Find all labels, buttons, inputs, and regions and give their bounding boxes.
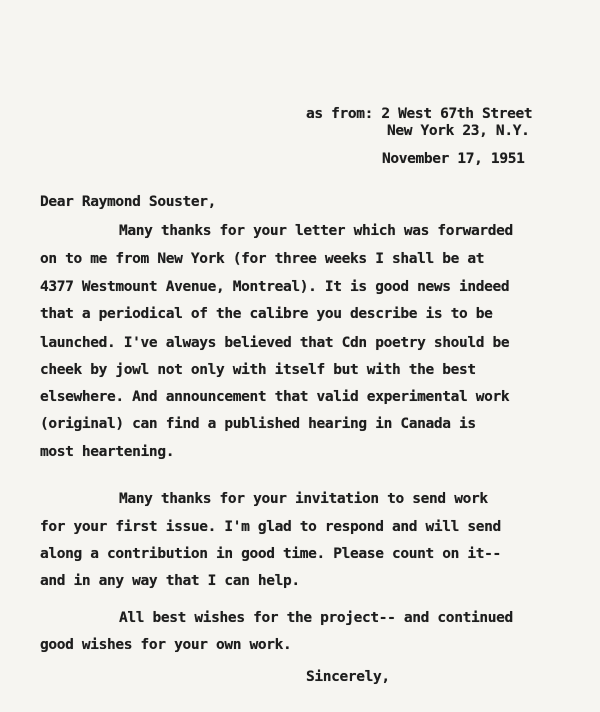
body-paragraph-1-line: elsewhere. And announcement that valid experimental work [40, 389, 510, 405]
body-paragraph-2-line: along a contribution in good time. Please count on it-- [40, 546, 501, 562]
body-paragraph-2-line: Many thanks for your invitation to send work [119, 491, 488, 507]
body-paragraph-1-line: Many thanks for your letter which was forwarded [119, 223, 513, 239]
sender-address-line-1: as from: 2 West 67th Street [306, 106, 533, 122]
sender-address-line-2: New York 23, N.Y. [387, 123, 530, 139]
body-paragraph-3-line: good wishes for your own work. [40, 637, 292, 653]
body-paragraph-2-line: and in any way that I can help. [40, 573, 300, 589]
body-paragraph-3-line: All best wishes for the project-- and continued [119, 610, 513, 626]
salutation: Dear Raymond Souster, [40, 194, 216, 210]
body-paragraph-1-line: cheek by jowl not only with itself but with the best [40, 362, 476, 378]
body-paragraph-1-line: that a periodical of the calibre you describe is to be [40, 306, 493, 322]
body-paragraph-2-line: for your first issue. I'm glad to respond and will send [40, 519, 501, 535]
body-paragraph-1-line: 4377 Westmount Avenue, Montreal). It is good news indeed [40, 279, 510, 295]
body-paragraph-1-line: on to me from New York (for three weeks I shall be at [40, 251, 485, 267]
closing: Sincerely, [306, 669, 390, 685]
letter-date: November 17, 1951 [382, 151, 525, 167]
body-paragraph-1-line: launched. I've always believed that Cdn poetry should be [40, 335, 510, 351]
body-paragraph-1-line: most heartening. [40, 444, 175, 460]
body-paragraph-1-line: (original) can find a published hearing in Canada is [40, 416, 476, 432]
